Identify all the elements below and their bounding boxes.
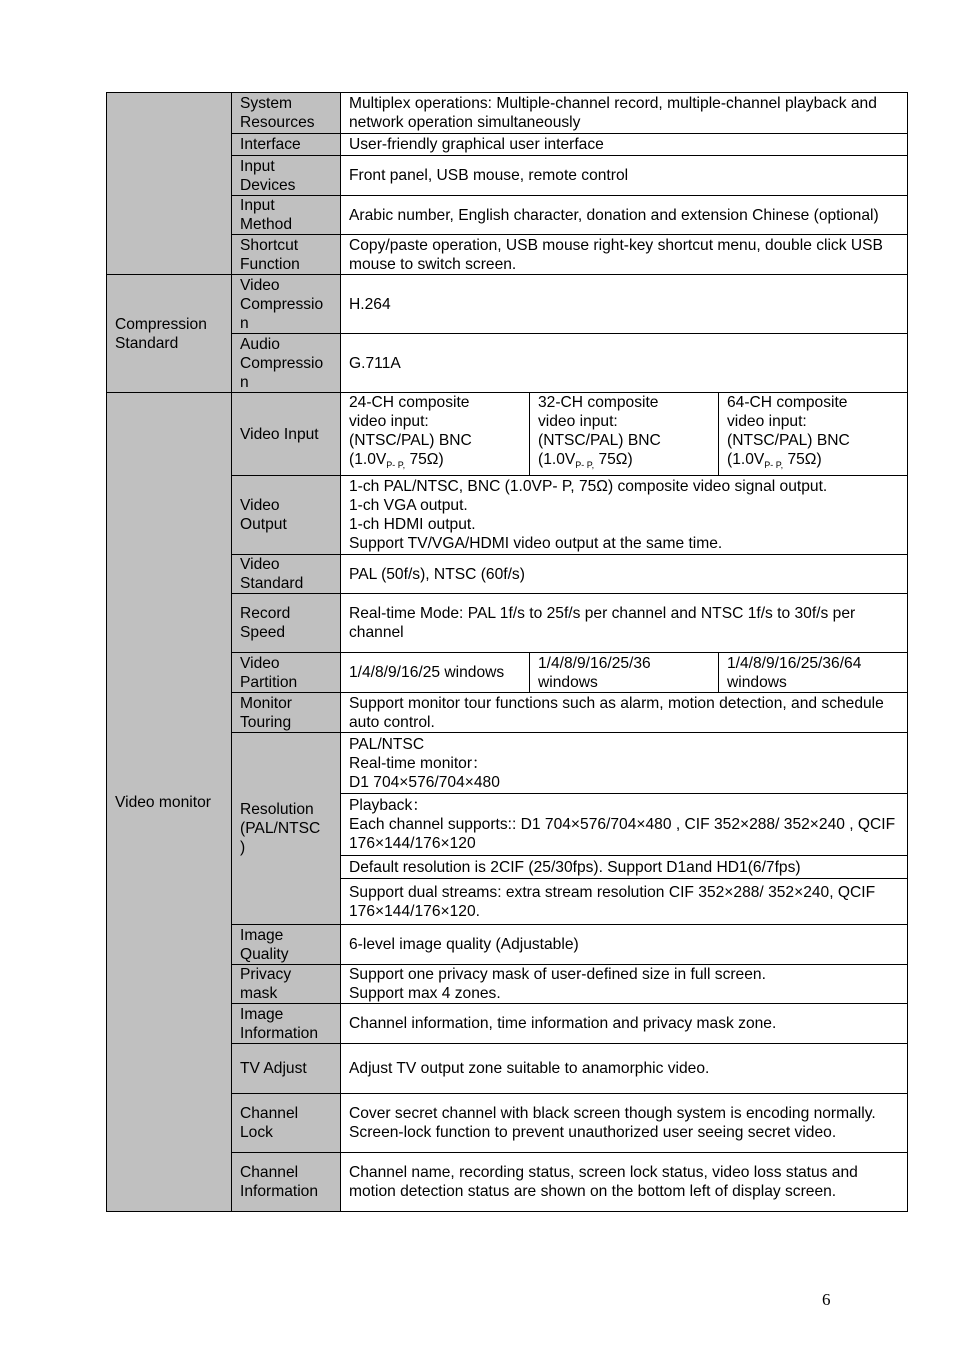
table-row: [107, 275, 908, 334]
label-audio-compression: Audio Compressio n: [232, 334, 341, 393]
value-channel-lock: Cover secret channel with black screen though system is encoding normally. Screen-lock function to prevent unauthorized user seeing secret video.: [341, 1094, 908, 1153]
label-shortcut-function: Shortcut Function: [232, 235, 341, 275]
value-input-devices: Front panel, USB mouse, remote control: [341, 156, 908, 196]
label-video-compression: Video Compressio n: [232, 275, 341, 334]
value-system-resources: Multiplex operations: Multiple-channel record, multiple-channel playback and network operation simultaneously: [341, 93, 908, 134]
value-video-partition-25: 1/4/8/9/16/25 windows: [341, 653, 530, 693]
label-record-speed: Record Speed: [232, 594, 341, 653]
table-row: [107, 393, 908, 476]
label-monitor-touring: Monitor Touring: [232, 693, 341, 733]
value-privacy-mask: Support one privacy mask of user-defined size in full screen. Support max 4 zones.: [341, 965, 908, 1004]
value-audio-compression: G.711A: [341, 334, 908, 393]
label-channel-lock: Channel Lock: [232, 1094, 341, 1153]
value-record-speed: Real-time Mode: PAL 1f/s to 25f/s per channel and NTSC 1f/s to 30f/s per channel: [341, 594, 908, 653]
value-video-partition-36: 1/4/8/9/16/25/36 windows: [530, 653, 719, 693]
video-input-24ch-text: 24-CH composite video input: (NTSC/PAL) BNC (1.0V: [349, 394, 472, 468]
value-video-standard: PAL (50f/s), NTSC (60f/s): [341, 555, 908, 594]
video-input-32ch-tail: 75Ω): [594, 451, 633, 468]
label-privacy-mask: Privacy mask: [232, 965, 341, 1004]
video-input-24ch-tail: 75Ω): [405, 451, 444, 468]
label-image-information: Image Information: [232, 1004, 341, 1044]
value-resolution-dual-streams: Support dual streams: extra stream resolution CIF 352×288/ 352×240, QCIF 176×144/176×120.: [341, 879, 908, 925]
value-video-partition-64: 1/4/8/9/16/25/36/64 windows: [719, 653, 908, 693]
video-input-64ch-tail: 75Ω): [783, 451, 822, 468]
video-input-32ch-text: 32-CH composite video input: (NTSC/PAL) BNC (1.0V: [538, 394, 661, 468]
category-cell-blank: [107, 93, 232, 275]
value-input-method: Arabic number, English character, donation and extension Chinese (optional): [341, 196, 908, 235]
page-number: 6: [822, 1290, 831, 1309]
value-video-input-64ch: [719, 393, 908, 476]
label-image-quality: Image Quality: [232, 925, 341, 965]
label-video-output: Video Output: [232, 476, 341, 555]
value-video-input-24ch: [341, 393, 530, 476]
value-video-input-32ch: [530, 393, 719, 476]
value-image-information: Channel information, time information and privacy mask zone.: [341, 1004, 908, 1044]
video-input-64ch-subscript: P- P,: [764, 460, 784, 471]
label-interface: Interface: [232, 134, 341, 156]
label-video-input: Video Input: [232, 393, 341, 476]
label-resolution: Resolution (PAL/NTSC ): [232, 733, 341, 925]
value-tv-adjust: Adjust TV output zone suitable to anamorphic video.: [341, 1044, 908, 1094]
value-monitor-touring: Support monitor tour functions such as alarm, motion detection, and schedule auto control.: [341, 693, 908, 733]
category-compression-standard: Compression Standard: [107, 275, 232, 393]
value-resolution-default: Default resolution is 2CIF (25/30fps). Support D1and HD1(6/7fps): [341, 856, 908, 879]
value-video-output: 1-ch PAL/NTSC, BNC (1.0VP- P, 75Ω) composite video signal output. 1-ch VGA output. 1-ch HDMI output. Support TV/VGA/HDMI video output at the same time.: [341, 476, 908, 555]
label-channel-information: Channel Information: [232, 1153, 341, 1212]
specification-table: [106, 92, 908, 1212]
label-video-standard: Video Standard: [232, 555, 341, 594]
value-shortcut-function: Copy/paste operation, USB mouse right-key shortcut menu, double click USB mouse to switch screen.: [341, 235, 908, 275]
table-row: [107, 93, 908, 134]
video-input-32ch-subscript: P- P,: [575, 460, 595, 471]
label-input-devices: Input Devices: [232, 156, 341, 196]
video-input-64ch-text: 64-CH composite video input: (NTSC/PAL) BNC (1.0V: [727, 394, 850, 468]
value-video-compression: H.264: [341, 275, 908, 334]
value-resolution-monitor: PAL/NTSC Real-time monitor： D1 704×576/704×480: [341, 733, 908, 794]
value-image-quality: 6-level image quality (Adjustable): [341, 925, 908, 965]
category-video-monitor: Video monitor: [107, 393, 232, 1212]
value-interface: User-friendly graphical user interface: [341, 134, 908, 156]
label-tv-adjust: TV Adjust: [232, 1044, 341, 1094]
video-input-24ch-subscript: P- P,: [386, 460, 406, 471]
label-input-method: Input Method: [232, 196, 341, 235]
label-system-resources: System Resources: [232, 93, 341, 134]
label-video-partition: Video Partition: [232, 653, 341, 693]
value-resolution-playback: Playback： Each channel supports:: D1 704×576/704×480 , CIF 352×288/ 352×240 , QCIF 176×144/176×120: [341, 794, 908, 856]
value-channel-information: Channel name, recording status, screen lock status, video loss status and motion detection status are shown on the bottom left of display screen.: [341, 1153, 908, 1212]
